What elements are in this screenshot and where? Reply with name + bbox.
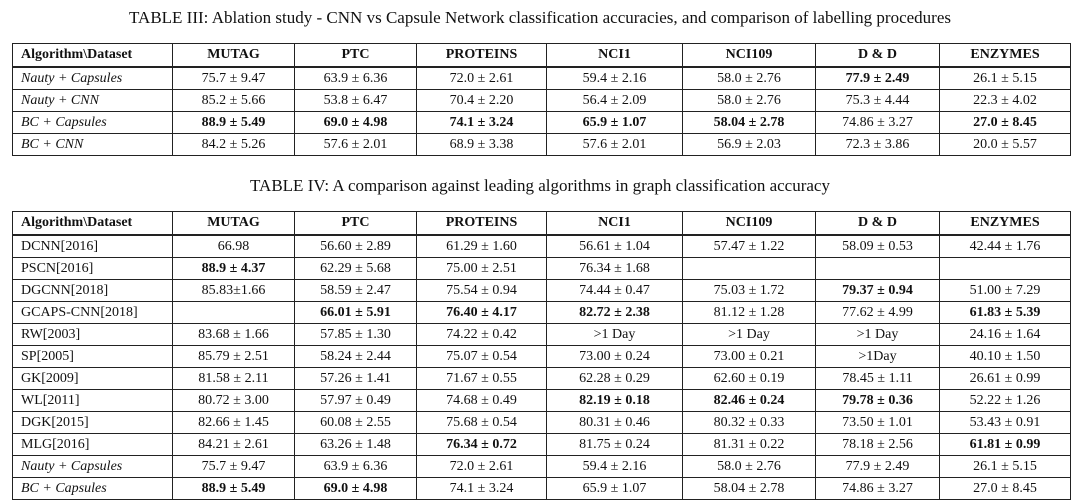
accuracy-cell: 57.26 ± 1.41 [295, 368, 417, 390]
accuracy-cell: 66.98 [173, 235, 295, 258]
accuracy-cell: 57.85 ± 1.30 [295, 324, 417, 346]
accuracy-cell: 77.9 ± 2.49 [816, 67, 940, 90]
accuracy-cell: 59.4 ± 2.16 [547, 67, 683, 90]
accuracy-cell: 26.61 ± 0.99 [940, 368, 1071, 390]
header-cell: PTC [295, 44, 417, 68]
accuracy-cell: 84.21 ± 2.61 [173, 434, 295, 456]
table-iv-caption: TABLE IV: A comparison against leading algorithms in graph classification accuracy [250, 176, 830, 195]
header-algorithm-dataset: Algorithm\Dataset [13, 44, 173, 68]
accuracy-cell: 27.0 ± 8.45 [940, 112, 1071, 134]
accuracy-cell: 63.26 ± 1.48 [295, 434, 417, 456]
row-algorithm-name: SP[2005] [13, 346, 173, 368]
accuracy-cell: 81.58 ± 2.11 [173, 368, 295, 390]
header-cell: NCI1 [547, 212, 683, 236]
accuracy-cell: >1 Day [547, 324, 683, 346]
accuracy-cell [683, 258, 816, 280]
table-row [13, 302, 1071, 324]
header-cell: PROTEINS [417, 44, 547, 68]
row-algorithm-name: DGK[2015] [13, 412, 173, 434]
accuracy-cell: 77.62 ± 4.99 [816, 302, 940, 324]
accuracy-cell: 65.9 ± 1.07 [547, 478, 683, 500]
header-cell: ENZYMES [940, 44, 1071, 68]
accuracy-cell: 76.34 ± 0.72 [417, 434, 547, 456]
accuracy-cell: 62.60 ± 0.19 [683, 368, 816, 390]
table-header-row [13, 212, 1071, 236]
accuracy-cell: 66.01 ± 5.91 [295, 302, 417, 324]
accuracy-cell: 40.10 ± 1.50 [940, 346, 1071, 368]
accuracy-cell: 69.0 ± 4.98 [295, 112, 417, 134]
accuracy-cell: 75.68 ± 0.54 [417, 412, 547, 434]
table-row [13, 478, 1071, 500]
accuracy-cell: 56.9 ± 2.03 [683, 134, 816, 156]
accuracy-cell: 62.28 ± 0.29 [547, 368, 683, 390]
accuracy-cell: 57.97 ± 0.49 [295, 390, 417, 412]
accuracy-cell: 53.8 ± 6.47 [295, 90, 417, 112]
accuracy-cell: 88.9 ± 4.37 [173, 258, 295, 280]
accuracy-cell: 58.09 ± 0.53 [816, 235, 940, 258]
accuracy-cell: 79.78 ± 0.36 [816, 390, 940, 412]
accuracy-cell: 72.0 ± 2.61 [417, 456, 547, 478]
accuracy-cell: 26.1 ± 5.15 [940, 67, 1071, 90]
accuracy-cell: 81.31 ± 0.22 [683, 434, 816, 456]
accuracy-cell: 74.1 ± 3.24 [417, 478, 547, 500]
accuracy-cell [816, 258, 940, 280]
accuracy-cell: 63.9 ± 6.36 [295, 456, 417, 478]
row-algorithm-name: Nauty + CNN [13, 90, 173, 112]
accuracy-cell: 24.16 ± 1.64 [940, 324, 1071, 346]
row-algorithm-name: MLG[2016] [13, 434, 173, 456]
accuracy-cell: 58.04 ± 2.78 [683, 478, 816, 500]
accuracy-cell: 75.54 ± 0.94 [417, 280, 547, 302]
accuracy-cell: 59.4 ± 2.16 [547, 456, 683, 478]
table-row [13, 134, 1071, 156]
row-algorithm-name: BC + Capsules [13, 112, 173, 134]
table-row [13, 434, 1071, 456]
accuracy-cell: 61.81 ± 0.99 [940, 434, 1071, 456]
accuracy-cell: 75.3 ± 4.44 [816, 90, 940, 112]
accuracy-cell: 65.9 ± 1.07 [547, 112, 683, 134]
header-cell: NCI109 [683, 44, 816, 68]
row-algorithm-name: DGCNN[2018] [13, 280, 173, 302]
accuracy-cell: 75.7 ± 9.47 [173, 456, 295, 478]
accuracy-cell: 63.9 ± 6.36 [295, 67, 417, 90]
header-cell: D & D [816, 212, 940, 236]
accuracy-cell: 61.83 ± 5.39 [940, 302, 1071, 324]
accuracy-cell: 88.9 ± 5.49 [173, 478, 295, 500]
row-algorithm-name: GK[2009] [13, 368, 173, 390]
row-algorithm-name: DCNN[2016] [13, 235, 173, 258]
row-algorithm-name: BC + CNN [13, 134, 173, 156]
accuracy-cell: >1 Day [683, 324, 816, 346]
accuracy-cell: 58.04 ± 2.78 [683, 112, 816, 134]
accuracy-cell: 82.46 ± 0.24 [683, 390, 816, 412]
accuracy-cell: >1Day [816, 346, 940, 368]
table-iv [12, 211, 1071, 500]
accuracy-cell: 88.9 ± 5.49 [173, 112, 295, 134]
accuracy-cell: 85.83±1.66 [173, 280, 295, 302]
accuracy-cell: 74.1 ± 3.24 [417, 112, 547, 134]
accuracy-cell: 42.44 ± 1.76 [940, 235, 1071, 258]
accuracy-cell: 82.72 ± 2.38 [547, 302, 683, 324]
header-cell: MUTAG [173, 212, 295, 236]
table-iii [12, 43, 1071, 156]
table-row [13, 346, 1071, 368]
table-row [13, 67, 1071, 90]
accuracy-cell: 79.37 ± 0.94 [816, 280, 940, 302]
accuracy-cell: 26.1 ± 5.15 [940, 456, 1071, 478]
accuracy-cell: 58.0 ± 2.76 [683, 456, 816, 478]
accuracy-cell: 85.79 ± 2.51 [173, 346, 295, 368]
accuracy-cell: 75.7 ± 9.47 [173, 67, 295, 90]
header-cell: D & D [816, 44, 940, 68]
accuracy-cell: 76.40 ± 4.17 [417, 302, 547, 324]
table-iii-caption: TABLE III: Ablation study - CNN vs Capsule Network classification accuracies, and comparison of labelling procedures [129, 8, 951, 27]
accuracy-cell: 57.47 ± 1.22 [683, 235, 816, 258]
table-row [13, 390, 1071, 412]
accuracy-cell: 81.75 ± 0.24 [547, 434, 683, 456]
accuracy-cell: 73.50 ± 1.01 [816, 412, 940, 434]
accuracy-cell: 73.00 ± 0.24 [547, 346, 683, 368]
accuracy-cell: 56.61 ± 1.04 [547, 235, 683, 258]
accuracy-cell: 83.68 ± 1.66 [173, 324, 295, 346]
accuracy-cell: 57.6 ± 2.01 [295, 134, 417, 156]
accuracy-cell: 76.34 ± 1.68 [547, 258, 683, 280]
header-cell: MUTAG [173, 44, 295, 68]
header-cell: PTC [295, 212, 417, 236]
accuracy-cell: 69.0 ± 4.98 [295, 478, 417, 500]
accuracy-cell: 74.44 ± 0.47 [547, 280, 683, 302]
accuracy-cell: 27.0 ± 8.45 [940, 478, 1071, 500]
accuracy-cell: 56.4 ± 2.09 [547, 90, 683, 112]
table-row [13, 412, 1071, 434]
accuracy-cell: 52.22 ± 1.26 [940, 390, 1071, 412]
header-cell: PROTEINS [417, 212, 547, 236]
accuracy-cell [173, 302, 295, 324]
accuracy-cell: 82.19 ± 0.18 [547, 390, 683, 412]
accuracy-cell: 58.0 ± 2.76 [683, 90, 816, 112]
accuracy-cell: 84.2 ± 5.26 [173, 134, 295, 156]
accuracy-cell: 68.9 ± 3.38 [417, 134, 547, 156]
accuracy-cell: 74.86 ± 3.27 [816, 478, 940, 500]
accuracy-cell: 70.4 ± 2.20 [417, 90, 547, 112]
accuracy-cell: 74.22 ± 0.42 [417, 324, 547, 346]
accuracy-cell: 80.72 ± 3.00 [173, 390, 295, 412]
accuracy-cell: 75.07 ± 0.54 [417, 346, 547, 368]
accuracy-cell: 72.0 ± 2.61 [417, 67, 547, 90]
accuracy-cell: 62.29 ± 5.68 [295, 258, 417, 280]
accuracy-cell: 53.43 ± 0.91 [940, 412, 1071, 434]
header-cell: ENZYMES [940, 212, 1071, 236]
accuracy-cell: 80.31 ± 0.46 [547, 412, 683, 434]
accuracy-cell: 82.66 ± 1.45 [173, 412, 295, 434]
accuracy-cell: 51.00 ± 7.29 [940, 280, 1071, 302]
accuracy-cell: 75.03 ± 1.72 [683, 280, 816, 302]
table-row [13, 280, 1071, 302]
accuracy-cell: 73.00 ± 0.21 [683, 346, 816, 368]
accuracy-cell: 61.29 ± 1.60 [417, 235, 547, 258]
accuracy-cell: >1 Day [816, 324, 940, 346]
accuracy-cell: 80.32 ± 0.33 [683, 412, 816, 434]
row-algorithm-name: Nauty + Capsules [13, 456, 173, 478]
row-algorithm-name: RW[2003] [13, 324, 173, 346]
table-row [13, 324, 1071, 346]
table-header-row [13, 44, 1071, 68]
table-row [13, 112, 1071, 134]
accuracy-cell: 60.08 ± 2.55 [295, 412, 417, 434]
accuracy-cell: 85.2 ± 5.66 [173, 90, 295, 112]
accuracy-cell: 77.9 ± 2.49 [816, 456, 940, 478]
accuracy-cell: 74.86 ± 3.27 [816, 112, 940, 134]
accuracy-cell: 75.00 ± 2.51 [417, 258, 547, 280]
accuracy-cell: 81.12 ± 1.28 [683, 302, 816, 324]
accuracy-cell: 56.60 ± 2.89 [295, 235, 417, 258]
header-algorithm-dataset: Algorithm\Dataset [13, 212, 173, 236]
table-row [13, 90, 1071, 112]
table-row [13, 235, 1071, 258]
table-row [13, 368, 1071, 390]
accuracy-cell: 78.45 ± 1.11 [816, 368, 940, 390]
accuracy-cell: 78.18 ± 2.56 [816, 434, 940, 456]
table-row [13, 258, 1071, 280]
row-algorithm-name: Nauty + Capsules [13, 67, 173, 90]
header-cell: NCI1 [547, 44, 683, 68]
row-algorithm-name: GCAPS-CNN[2018] [13, 302, 173, 324]
header-cell: NCI109 [683, 212, 816, 236]
accuracy-cell: 72.3 ± 3.86 [816, 134, 940, 156]
accuracy-cell: 74.68 ± 0.49 [417, 390, 547, 412]
accuracy-cell: 57.6 ± 2.01 [547, 134, 683, 156]
accuracy-cell: 71.67 ± 0.55 [417, 368, 547, 390]
row-algorithm-name: PSCN[2016] [13, 258, 173, 280]
accuracy-cell: 58.0 ± 2.76 [683, 67, 816, 90]
accuracy-cell: 58.59 ± 2.47 [295, 280, 417, 302]
row-algorithm-name: WL[2011] [13, 390, 173, 412]
row-algorithm-name: BC + Capsules [13, 478, 173, 500]
accuracy-cell: 22.3 ± 4.02 [940, 90, 1071, 112]
table-row [13, 456, 1071, 478]
accuracy-cell [940, 258, 1071, 280]
accuracy-cell: 58.24 ± 2.44 [295, 346, 417, 368]
accuracy-cell: 20.0 ± 5.57 [940, 134, 1071, 156]
